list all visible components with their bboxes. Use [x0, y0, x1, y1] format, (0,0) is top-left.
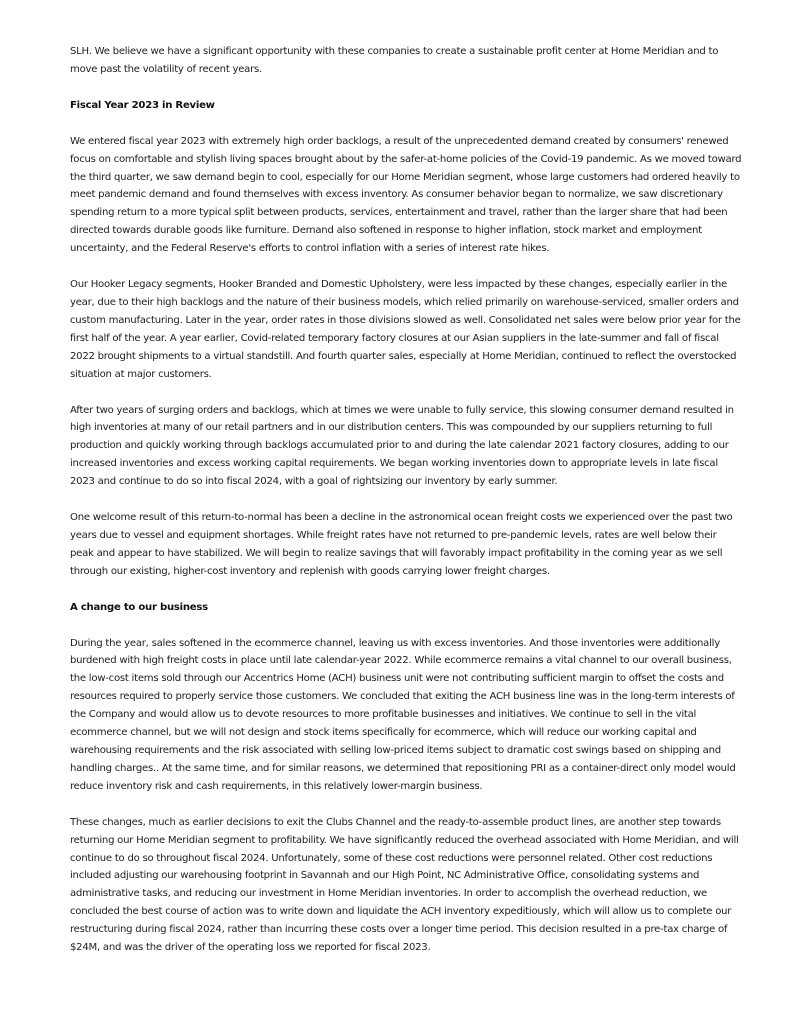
intro-paragraph: SLH. We believe we have a significant opportunity with these companies to create a sustainable profit center at Home Meridian and to move past the volatility of recent years.	[70, 46, 719, 75]
body-paragraph: After two years of surging orders and backlogs, which at times we were unable to fully service, this slowing consumer demand resulted in high inventories at many of our retail partners and in our distribution centers. This was compounded by our suppliers returning to full production and quickly working through backlogs accumulated prior to and during the late calendar 2021 factory closures, adding to our increased inventories and excess working capital requirements. We began working inventories down to appropriate levels in late fiscal 2023 and continue to do so into fiscal 2024, with a goal of rightsizing our inventory by early summer.	[70, 404, 734, 488]
body-paragraph: We entered fiscal year 2023 with extremely high order backlogs, a result of the unprecedented demand created by consumers' renewed focus on comfortable and stylish living spaces brought about by the safer-at-home policies of the Covid-19 pandemic. As we moved toward the third quarter, we saw demand begin to cool, especially for our Home Meridian segment, whose large customers had ordered heavily to meet pandemic demand and found themselves with excess inventory. As consumer behavior began to normalize, we saw discretionary spending return to a more typical split between products, services, entertainment and travel, rather than the larger share that had been directed towards durable goods like furniture. Demand also softened in response to higher inflation, stock market and employment uncertainty, and the Federal Reserve's efforts to control inflation with a series of interest rate hikes.	[70, 135, 742, 255]
document-page	[70, 43, 742, 975]
section-heading-fiscal-year-review: Fiscal Year 2023 in Review	[70, 99, 215, 111]
body-paragraph: One welcome result of this return-to-normal has been a decline in the astronomical ocean freight costs we experienced over the past two years due to vessel and equipment shortages. While freight rates have not returned to pre-pandemic levels, rates are well below their peak and appear to have stabilized. We will begin to realize savings that will favorably impact profitability in the coming year as we sell through our existing, higher-cost inventory and replenish with goods carrying lower freight charges.	[70, 512, 733, 577]
section-heading-change-to-business: A change to our business	[70, 601, 208, 613]
body-paragraph: During the year, sales softened in the ecommerce channel, leaving us with excess inventories. And those inventories were additionally burdened with high freight costs in place until late calendar-year 2022. While ecommerce remains a vital channel to our overall business, the low-cost items sold through our Accentrics Home (ACH) business unit were not contributing sufficient margin to offset the costs and resources required to properly service those customers. We concluded that exiting the ACH business line was in the long-term interests of the Company and would allow us to devote resources to more profitable businesses and initiatives. We continue to sell in the vital ecommerce channel, but we will not design and stock items specifically for ecommerce, which will reduce our working capital and warehousing requirements and the risk associated with selling low-priced items subject to dramatic cost swings based on shipping and handling charges.. At the same time, and for similar reasons, we determined that repositioning PRI as a container-direct only model would reduce inventory risk and cash requirements, in this relatively lower-margin business.	[70, 637, 736, 792]
body-paragraph: These changes, much as earlier decisions to exit the Clubs Channel and the ready-to-assemble product lines, are another step towards returning our Home Meridian segment to profitability. We have significantly reduced the overhead associated with Home Meridian, and will continue to do so throughout fiscal 2024. Unfortunately, some of these cost reductions were personnel related. Other cost reductions included adjusting our warehousing footprint in Savannah and our High Point, NC Administrative Office, consolidating systems and administrative tasks, and reducing our investment in Home Meridian inventories. In order to accomplish the overhead reduction, we concluded the best course of action was to write down and liquidate the ACH inventory expeditiously, which will allow us to complete our restructuring during fiscal 2024, rather than incurring these costs over a longer time period. This decision resulted in a pre-tax charge of $24M, and was the driver of the operating loss we reported for fiscal 2023.	[70, 816, 739, 954]
body-paragraph: Our Hooker Legacy segments, Hooker Branded and Domestic Upholstery, were less impacted by these changes, especially earlier in the year, due to their high backlogs and the nature of their business models, which relied primarily on warehouse-serviced, smaller orders and custom manufacturing. Later in the year, order rates in those divisions slowed as well. Consolidated net sales were below prior year for the first half of the year. A year earlier, Covid-related temporary factory closures at our Asian suppliers in the late-summer and fall of fiscal 2022 brought shipments to a virtual standstill. And fourth quarter sales, especially at Home Meridian, continued to reflect the overstocked situation at major customers.	[70, 279, 741, 380]
